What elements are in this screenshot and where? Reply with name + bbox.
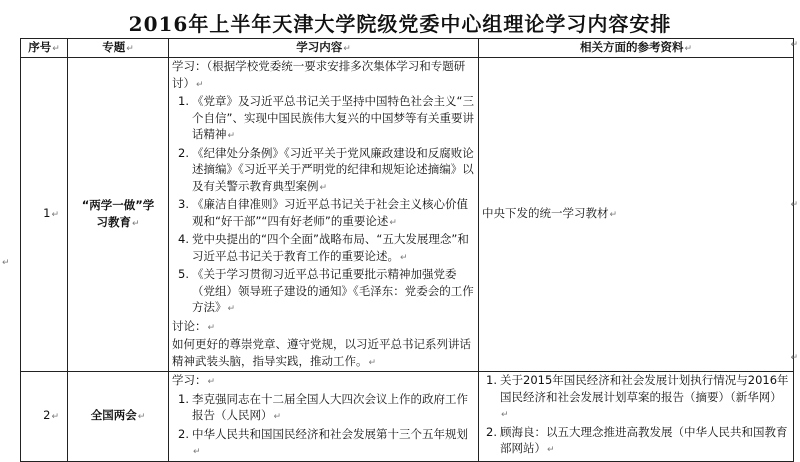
list-item: 1. 《党章》及习近平总书记关于坚持中国特色社会主义“三个自信”、实现中国民族伟大复兴的中国梦等有关重要讲话精神↵ xyxy=(178,94,474,141)
paragraph-mark: ↵ xyxy=(2,258,10,268)
header-topic: 专题↵ xyxy=(68,39,169,58)
row-reference: 中央下发的统一学习教材↵ xyxy=(479,58,794,372)
row-topic: “两学一做”学 习教育↵ xyxy=(68,58,169,372)
content-intro: 学习：（根据学校党委统一要求安排多次集体学习和专题研讨） xyxy=(172,59,466,90)
list-item: 2. 《纪律处分条例》《习近平关于党风廉政建设和反腐败论述摘编》《习近平关于严明党的纪律和规矩论述摘编》以及有关警示教育典型案例↵ xyxy=(178,145,474,193)
paragraph-mark: ↵ xyxy=(790,353,798,363)
list-item: 2. 顾海良：以五大理念推进高教发展（中华人民共和国教育部网站）↵ xyxy=(486,424,788,455)
content-intro: 学习： xyxy=(172,373,207,387)
discussion-text: 如何更好的尊崇党章、遵守党规，以习近平总书记系列讲话精神武装头脑，指导实践，推动工作。 xyxy=(172,337,471,368)
row-index: 1↵ xyxy=(21,58,68,372)
list-item: 1. 李克强同志在十二届全国人大四次会议上作的政府工作报告（人民网）↵ xyxy=(178,391,468,422)
page-title: 2016年上半年天津大学院级党委中心组理论学习内容安排 xyxy=(128,12,672,36)
list-item: 2. 中华人民共和国国民经济和社会发展第十三个五年规划↵ xyxy=(178,426,468,457)
discussion-label: 讨论： xyxy=(172,318,207,333)
table-row xyxy=(21,372,794,462)
list-item: 3. 《廉洁自律准则》习近平总书记关于社会主义核心价值观和“好干部”“四有好老师”的重要论述↵ xyxy=(178,197,468,228)
paragraph-mark: ↵ xyxy=(790,200,798,210)
paragraph-mark: ↵ xyxy=(790,40,798,50)
header-index: 序号↵ xyxy=(21,39,68,58)
header-row xyxy=(21,39,794,58)
study-schedule-table xyxy=(20,38,794,462)
row-content: 学习：↵ 1. 李克强同志在十二届全国人大四次会议上作的政府工作报告（人民网）↵ 2. 中华人民共和国国民经济和社会发展第十三个五年规划↵ xyxy=(169,372,479,462)
row-reference xyxy=(479,372,794,462)
list-item: 4. 党中央提出的“四个全面”战略布局、“五大发展理念”和习近平总书记关于教育工作的重要论述。↵ xyxy=(178,232,469,263)
header-content: 学习内容↵ xyxy=(169,39,479,58)
row-topic: 全国两会↵ xyxy=(68,372,169,462)
header-reference: 相关方面的参考资料↵ xyxy=(479,39,794,58)
list-item: 1. 关于2015年国民经济和社会发展计划执行情况与2016年国民经济和社会发展计划草案的报告（摘要）（新华网）↵ xyxy=(486,373,789,420)
table-row xyxy=(21,58,794,372)
row-content: 学习：（根据学校党委统一要求安排多次集体学习和专题研讨）↵ 1. 《党章》及习近平总书记关于坚持中国特色社会主义“三个自信”、实现中国民族伟大复兴的中国梦等有关重要讲话精神↵ 2. 《纪律处分条例》《习近平关于党风廉政建设和反腐败论述摘编》《习近平关于严明党的纪律和规矩论述摘编》以及有关警示教育典型案例↵ 3. 《廉洁自律准则》习近平总书记关于社会主义核心价值观和“好干部”“四有好老师”的重要论述↵ 4. 党中央提出的“四个全面”战略布局、“五大发展理念”和习近平总书记关于教育工作的重要论述。↵ 5. 《关于学习贯彻习近平总书记重要批示精神加强党委（党组）领导班子建设的通知》《毛泽东：党委会的工作方法》↵ 讨论：↵ 如何更好的尊崇党章、遵守党规，以习近平总书记系列讲话精神武装头脑，指导实践，推动工作。↵ xyxy=(169,58,479,372)
row-index: 2↵ xyxy=(21,372,68,462)
list-item: 5. 《关于学习贯彻习近平总书记重要批示精神加强党委（党组）领导班子建设的通知》《毛泽东：党委会的工作方法》↵ xyxy=(178,267,474,314)
